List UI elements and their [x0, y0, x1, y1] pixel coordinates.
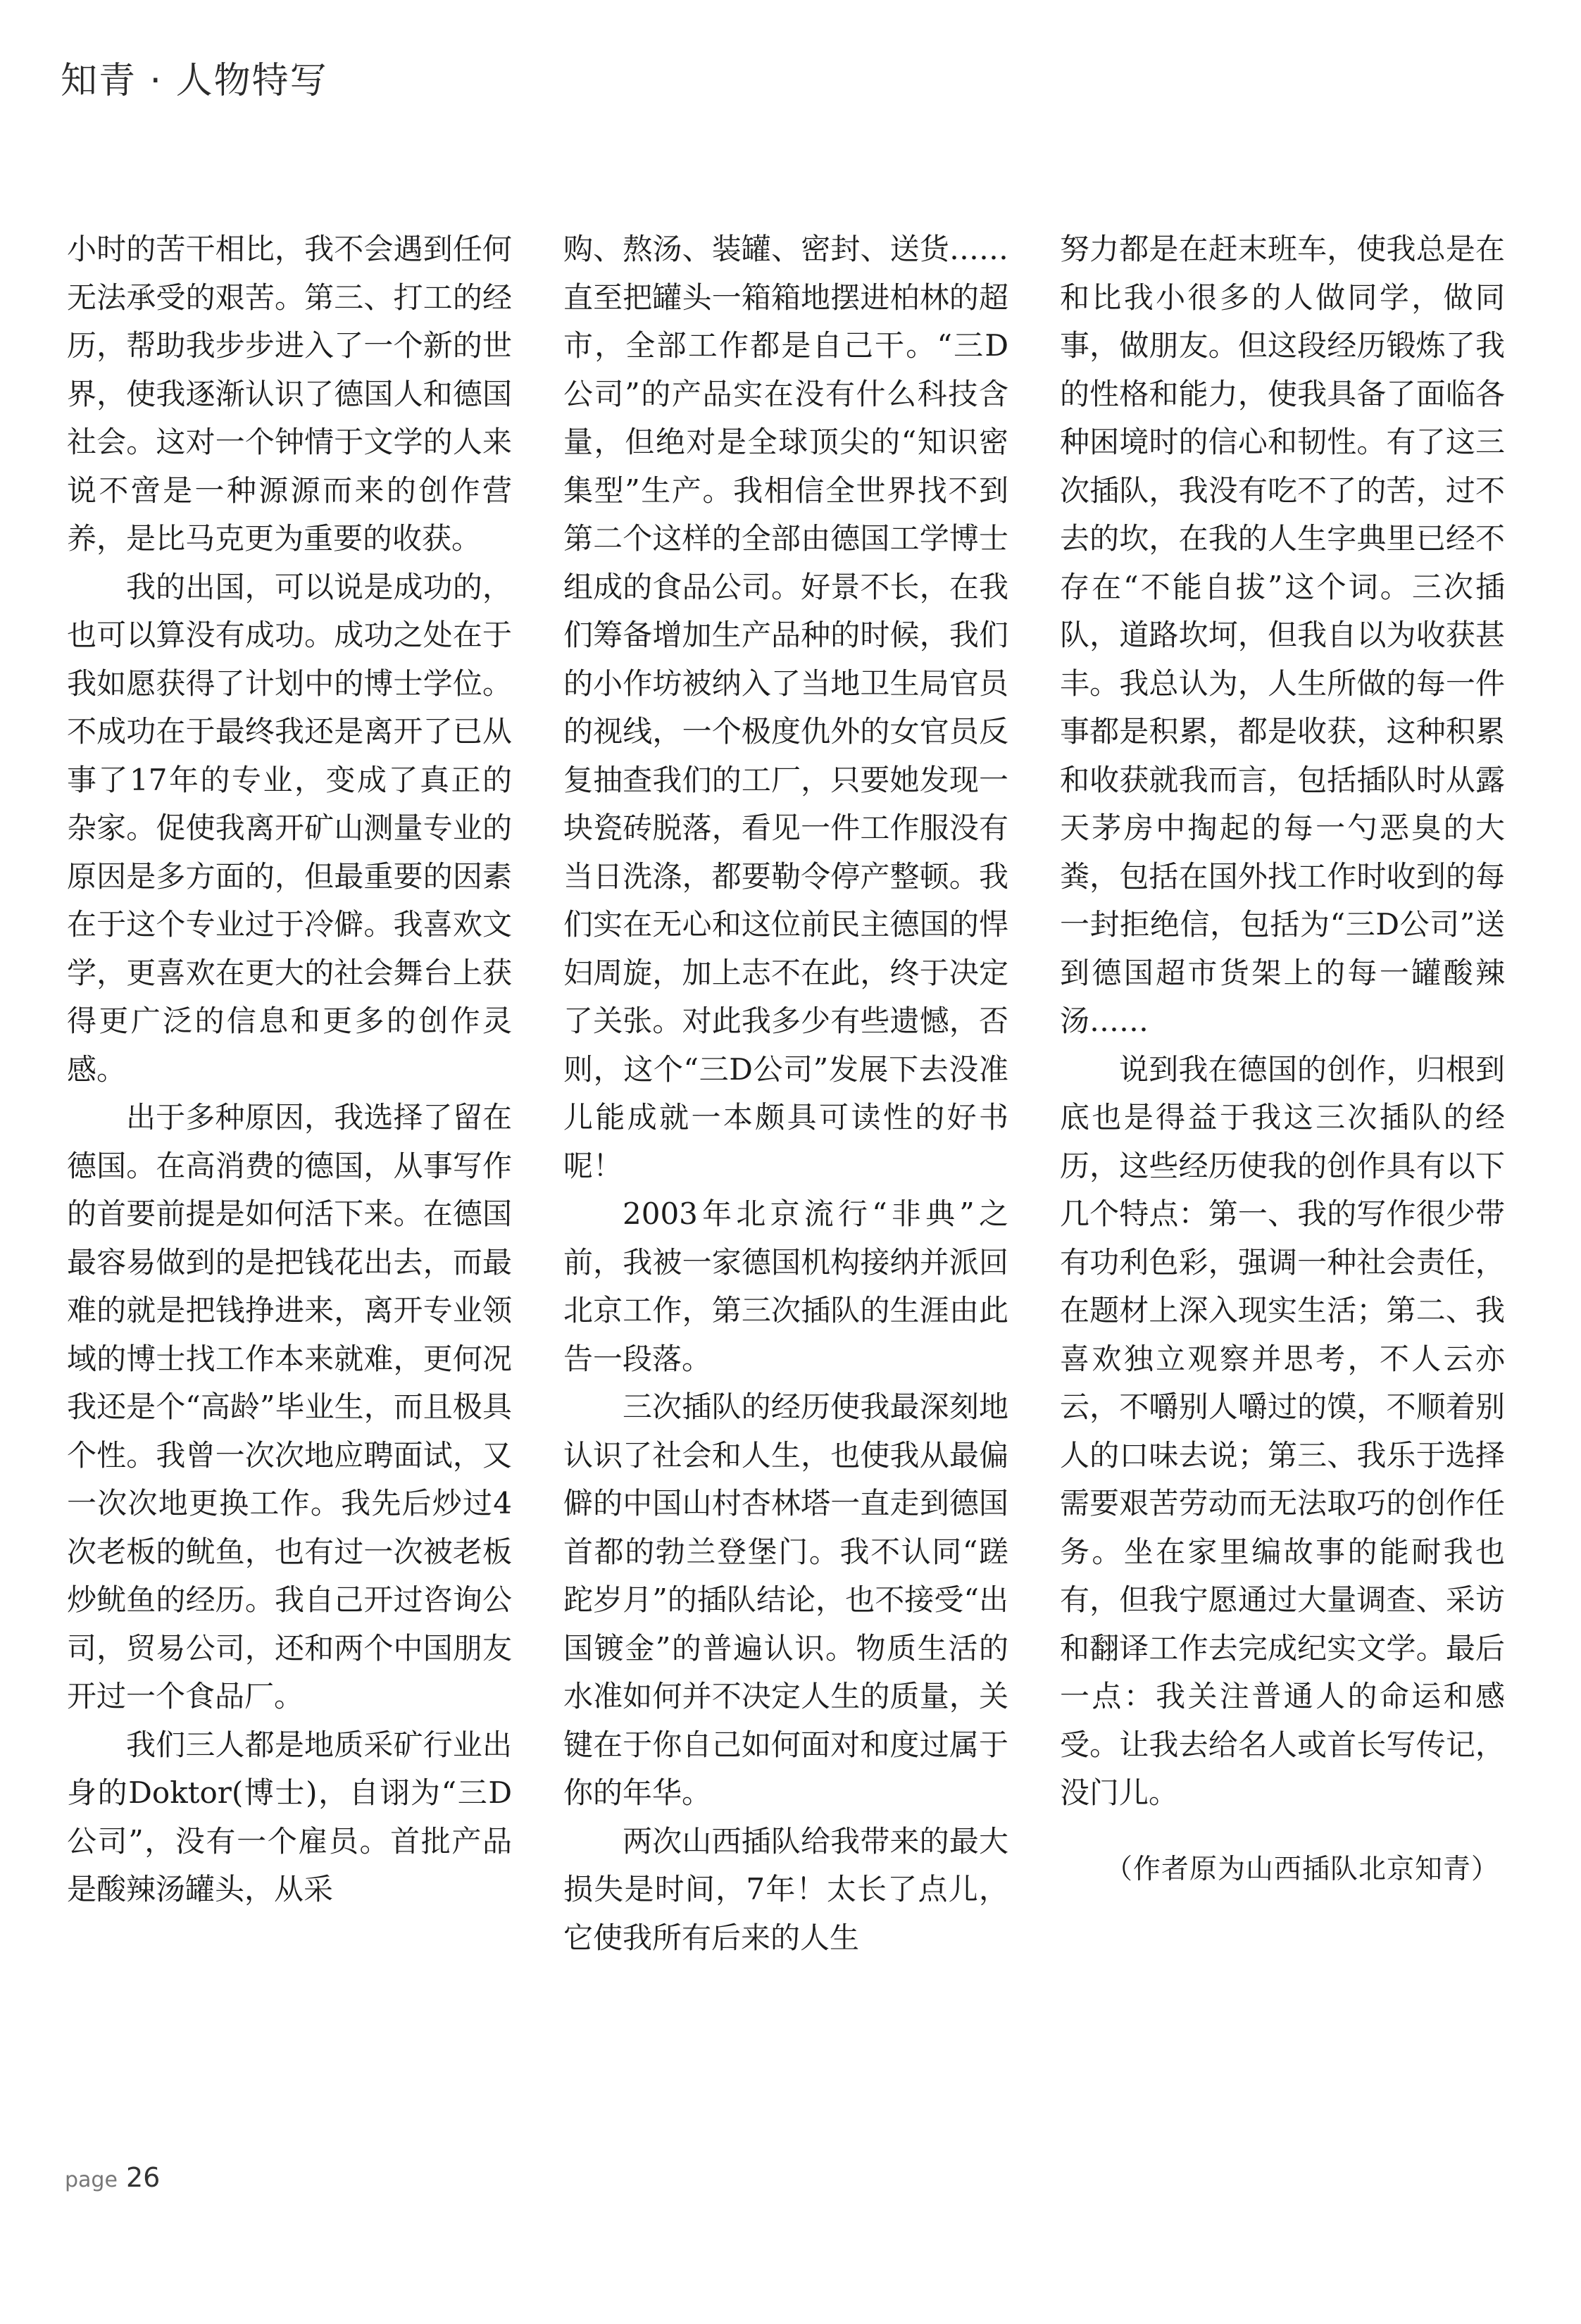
paragraph: 两次山西插队给我带来的最大损失是时间，7年！太长了点儿，它使我所有后来的人生 — [563, 1823, 1008, 1955]
paragraph: 出于多种原因，我选择了留在德国。在高消费的德国，从事写作的首要前提是如何活下来。在德国最容易做到的是把钱花出去，而最难的就是把钱挣进来，离开专业领域的博士找工作本来就难，更何况我还是个“高龄”毕业生，而且极具个性。我曾一次次地应聘面试，又一次次地更换工作。我先后炒过4次老板的鱿鱼，也有过一次被老板炒鱿鱼的经历。我自己开过咨询公司，贸易公司，还和两个中国朋友开过一个食品厂。 — [67, 1100, 512, 1713]
paragraph: 小时的苦干相比，我不会遇到任何无法承受的艰苦。第三、打工的经历，帮助我步步进入了一个新的世界，使我逐渐认识了德国人和德国社会。这对一个钟情于文学的人来说不啻是一种源源而来的创作营养，是比马克更为重要的收获。 — [67, 232, 512, 556]
paragraph: 2003年北京流行“非典”之前，我被一家德国机构接纳并派回北京工作，第三次插队的生涯由此告一段落。 — [563, 1197, 1008, 1376]
page-number: 26 — [125, 2162, 161, 2193]
paragraph: 我的出国，可以说是成功的，也可以算没有成功。成功之处在于我如愿获得了计划中的博士学位。不成功在于最终我还是离开了已从事了17年的专业，变成了真正的杂家。促使我离开矿山测量专业的原因是多方面的，但最重要的因素在于这个专业过于冷僻。我喜欢文学，更喜欢在更大的社会舞台上获得更广泛的信息和更多的创作灵感。 — [67, 569, 512, 1087]
page-label: page — [65, 2168, 118, 2192]
text-column-1 — [67, 225, 512, 1914]
paragraph: 说到我在德国的创作，归根到底也是得益于我这三次插队的经历，这些经历使我的创作具有以下几个特点：第一、我的写作很少带有功利色彩，强调一种社会责任，在题材上深入现实生活；第二、我喜欢独立观察并思考，不人云亦云，不嚼别人嚼过的馍，不顺着别人的口味去说；第三、我乐于选择需要艰苦劳动而无法取巧的创作任务。坐在家里编故事的能耐我也有，但我宁愿通过大量调查、采访和翻译工作去完成纪实文学。最后一点：我关注普通人的命运和感受。让我去给名人或首长写传记，没门儿。 — [1060, 1051, 1505, 1810]
section-header: 知青 · 人物特写 — [61, 60, 328, 102]
text-column-3 — [1060, 225, 1505, 1894]
paragraph: 购、熬汤、装罐、密封、送货……直至把罐头一箱箱地摆进柏林的超市，全部工作都是自己干。“三D公司”的产品实在没有什么科技含量，但绝对是全球顶尖的“知识密集型”生产。我相信全世界找不到第二个这样的全部由德国工学博士组成的食品公司。好景不长，在我们筹备增加生产品种的时候，我们的小作坊被纳入了当地卫生局官员的视线，一个极度仇外的女官员反复抽查我们的工厂，只要她发现一块瓷砖脱落，看见一件工作服没有当日洗涤，都要勒令停产整顿。我们实在无心和这位前民主德国的悍妇周旋，加上志不在此，终于决定了关张。对此我多少有些遗憾，否则，这个“三D公司”发展下去没准儿能成就一本颇具可读性的好书呢！ — [563, 232, 1008, 1183]
paragraph: 我们三人都是地质采矿行业出身的Doktor(博士)，自诩为“三D公司”，没有一个雇员。首批产品是酸辣汤罐头，从采 — [67, 1727, 512, 1906]
author-byline: （作者原为山西插队北京知青） — [1104, 1853, 1499, 1885]
text-column-2 — [563, 225, 1008, 1962]
page-footer — [65, 2162, 160, 2193]
paragraph: 三次插队的经历使我最深刻地认识了社会和人生，也使我从最偏僻的中国山村杏林塔一直走到德国首都的勃兰登堡门。我不认同“蹉跎岁月”的插队结论，也不接受“出国镀金”的普遍认识。物质生活的水准如何并不决定人生的质量，关键在于你自己如何面对和度过属于你的年华。 — [563, 1389, 1008, 1810]
paragraph: 努力都是在赶末班车，使我总是在和比我小很多的人做同学，做同事，做朋友。但这段经历锻炼了我的性格和能力，使我具备了面临各种困境时的信心和韧性。有了这三次插队，我没有吃不了的苦，过不去的坎，在我的人生字典里已经不存在“不能自拔”这个词。三次插队，道路坎坷，但我自以为收获甚丰。我总认为，人生所做的每一件事都是积累，都是收获，这种积累和收获就我而言，包括插队时从露天茅房中掏起的每一勺恶臭的大粪，包括在国外找工作时收到的每一封拒绝信，包括为“三D公司”送到德国超市货架上的每一罐酸辣汤…… — [1060, 232, 1505, 1038]
